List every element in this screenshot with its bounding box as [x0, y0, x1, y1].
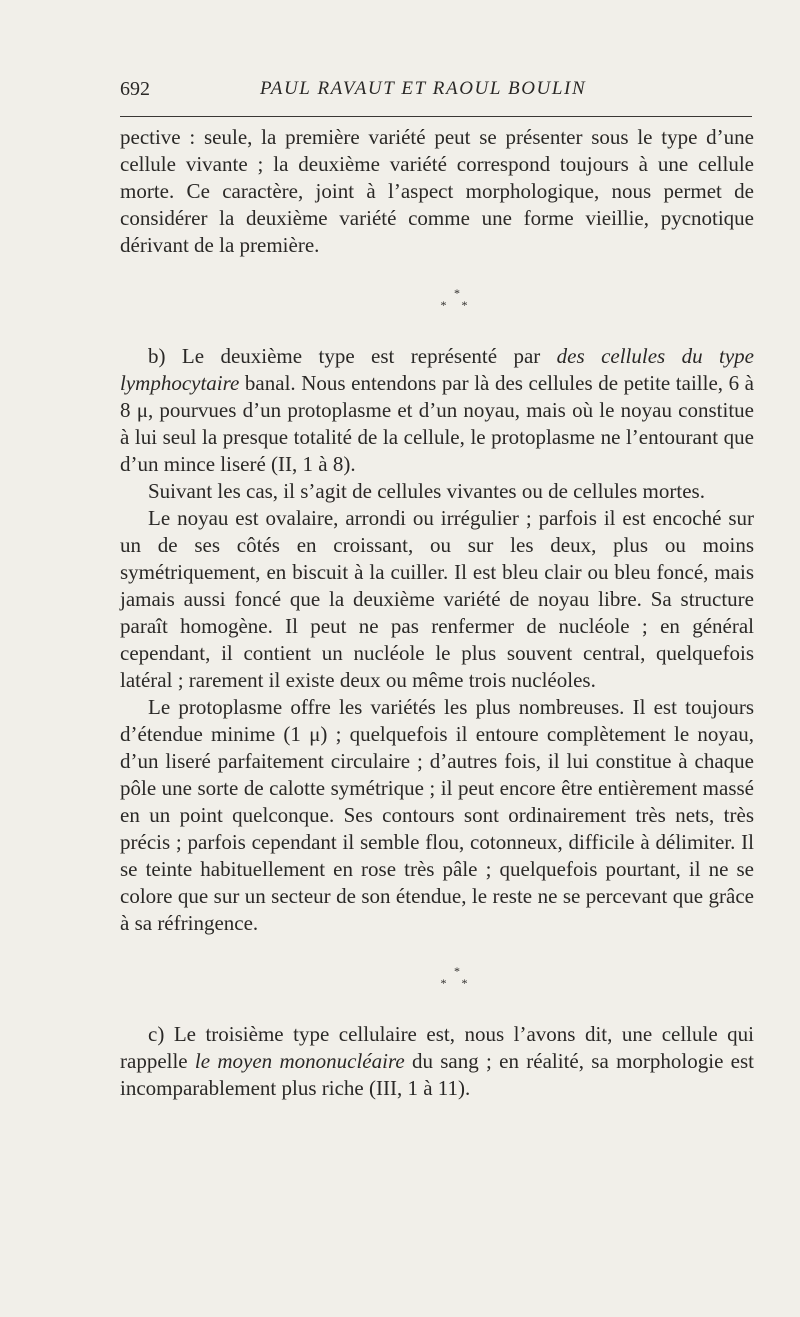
running-header	[120, 78, 752, 110]
body-text	[120, 124, 754, 1102]
section-separator	[120, 965, 754, 989]
paragraph-text: b) Le deuxième type est représenté par	[148, 344, 557, 368]
paragraph-protoplasme: Le protoplasme offre les variétés les plus nombreuses. Il est toujours d’étendue minime (1 μ) ; quelquefois il entoure complètement le noyau, d’un liseré parfaitement circulaire ; d’autres fois, il lui constitue à chaque pôle une sorte de calotte symétrique ; il peut encore être entièrement massé en un point quelconque. Ses contours sont ordinairement très nets, très précis ; parfois cependant il semble flou, cotonneux, difficile à délimiter. Il se teinte habituellement en rose très pâle ; quelquefois pourtant, il ne se colore que sur un secteur de son étendue, le reste ne se percevant que grâce à sa réfringence.	[120, 695, 754, 935]
paragraph-text: du sang ; en réalité, sa morphologie est incomparablement plus riche (III, 1 à 11).	[120, 1049, 755, 1100]
separator-stars-bottom: * *	[440, 298, 474, 312]
separator-star-top: *	[454, 286, 460, 300]
header-rule	[120, 116, 752, 117]
paragraph-continuation: pective : seule, la première variété peut se présenter sous le type d’une cellule vivante ; la deuxième variété correspond toujours à une cellule morte. Ce caractère, joint à l’aspect morphologique, nous permet de considérer la deuxième variété comme une forme vieillie, pycnotique dérivant de la première.	[120, 125, 754, 257]
emphasis-text: le moyen mononucléaire	[194, 1049, 405, 1073]
page-number: 692	[120, 78, 150, 100]
separator-star-top: *	[454, 964, 460, 978]
paragraph-text: banal. Nous entendons par là des cellules de petite taille, 6 à 8 μ, pourvues d’un protoplasme et d’un noyau, mais où le noyau constitue à lui seul la presque totalité de la cellule, le protoplasme ne l’entourant que d’un mince liseré (II, 1 à 8).	[120, 371, 754, 476]
separator-stars-bottom: * *	[440, 976, 474, 990]
paragraph-cases: Suivant les cas, il s’agit de cellules vivantes ou de cellules mortes.	[148, 479, 705, 503]
emphasis-text: des cellules du type lymphocytaire	[120, 344, 754, 395]
running-title: PAUL RAVAUT ET RAOUL BOULIN	[260, 78, 587, 99]
paragraph-type-c	[120, 1021, 754, 1102]
section-separator	[120, 287, 754, 311]
paragraph-noyau: Le noyau est ovalaire, arrondi ou irrégulier ; parfois il est encoché sur un de ses côtés en croissant, ou sur les deux, plus ou moins symétriquement, en biscuit à la cuiller. Il est bleu clair ou bleu foncé, mais jamais aussi foncé que la deuxième variété de noyau libre. Sa structure paraît homogène. Il peut ne pas renfermer de nucléole ; en général cependant, il contient un nucléole le plus souvent central, quelquefois latéral ; rarement il existe deux ou même trois nucléoles.	[120, 506, 754, 692]
paragraph-text: c) Le troisième type cellulaire est, nous l’avons dit, une cellule qui rappelle	[120, 1022, 754, 1073]
paragraph-type-b	[120, 343, 754, 478]
